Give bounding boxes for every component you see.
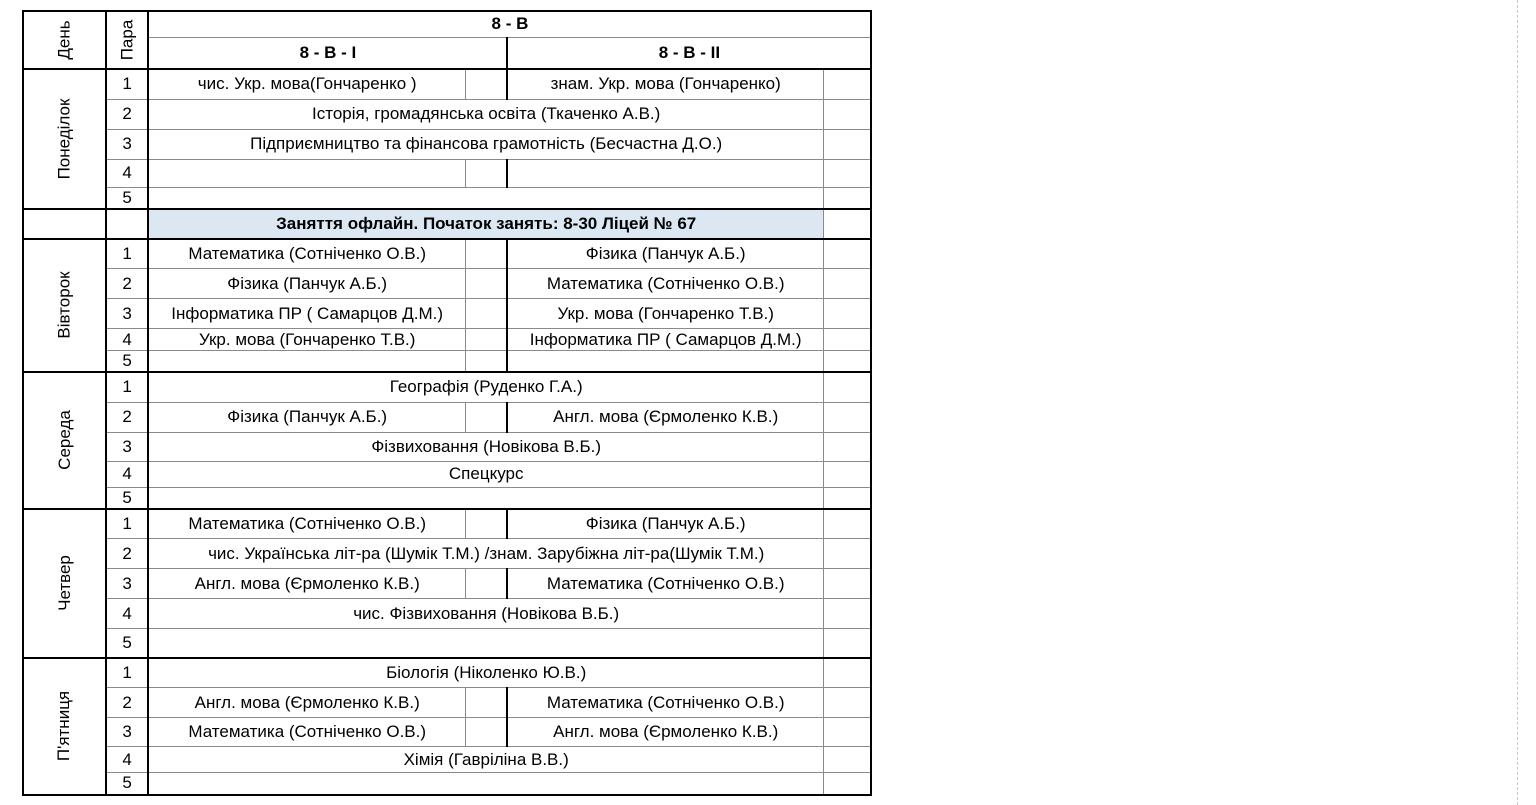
room-cell[interactable] [823, 688, 871, 718]
room-cell[interactable] [465, 159, 507, 187]
lesson-cell[interactable] [148, 487, 823, 509]
room-cell[interactable] [465, 239, 507, 269]
lesson-cell[interactable]: Математика (Сотніченко О.В.) [148, 718, 465, 747]
lesson-cell[interactable]: Історія, громадянська освіта (Ткаченко А.В.) [148, 99, 823, 129]
pair-number: 2 [106, 688, 149, 718]
lesson-cell[interactable]: Фізика (Панчук А.Б.) [507, 509, 823, 539]
pair-number: 4 [106, 329, 149, 351]
room-cell[interactable] [465, 569, 507, 599]
lesson-cell[interactable]: Математика (Сотніченко О.В.) [507, 569, 823, 599]
pair-number: 4 [106, 159, 149, 187]
room-cell[interactable] [465, 402, 507, 432]
lesson-cell[interactable]: Інформатика ПР ( Самарцов Д.М.) [507, 329, 823, 351]
room-cell[interactable] [823, 658, 871, 688]
lesson-cell[interactable] [148, 629, 823, 658]
room-cell[interactable] [823, 99, 871, 129]
group2-header: 8 - В - II [507, 37, 871, 69]
lesson-cell[interactable]: знам. Укр. мова (Гончаренко) [507, 69, 823, 99]
pair-number: 5 [106, 351, 149, 373]
pair-number: 3 [106, 432, 149, 461]
room-cell[interactable] [465, 299, 507, 329]
room-cell[interactable] [823, 329, 871, 351]
room-cell[interactable] [823, 569, 871, 599]
pair-number: 3 [106, 299, 149, 329]
room-cell[interactable] [465, 269, 507, 299]
lesson-cell[interactable] [507, 351, 823, 373]
lesson-cell[interactable]: Фізвиховання (Новікова В.Б.) [148, 432, 823, 461]
room-cell[interactable] [465, 688, 507, 718]
lesson-cell[interactable]: Хімія (Гаврілiна В.В.) [148, 747, 823, 773]
room-cell[interactable] [465, 69, 507, 99]
room-cell[interactable] [823, 299, 871, 329]
room-cell[interactable] [823, 599, 871, 629]
page-break-line [1517, 0, 1518, 805]
lesson-cell[interactable]: Географія (Руденко Г.А.) [148, 372, 823, 402]
room-cell[interactable] [465, 351, 507, 373]
lesson-cell[interactable]: чис. Фізвиховання (Новікова В.Б.) [148, 599, 823, 629]
banner-day-cell [23, 209, 106, 239]
lesson-cell[interactable] [507, 159, 823, 187]
pair-number: 5 [106, 187, 149, 209]
lesson-cell[interactable]: Англ. мова (Єрмоленко К.В.) [148, 569, 465, 599]
lesson-cell[interactable] [148, 773, 823, 795]
room-cell[interactable] [823, 372, 871, 402]
group1-header: 8 - В - I [148, 37, 507, 69]
timetable [22, 10, 872, 796]
room-cell[interactable] [823, 539, 871, 569]
room-cell[interactable] [465, 718, 507, 747]
lesson-cell[interactable]: Математика (Сотніченко О.В.) [507, 269, 823, 299]
room-cell[interactable] [823, 269, 871, 299]
room-cell[interactable] [823, 69, 871, 99]
lesson-cell[interactable]: Спецкурс [148, 461, 823, 487]
room-cell[interactable] [823, 129, 871, 159]
room-cell[interactable] [823, 773, 871, 795]
info-banner: Заняття офлайн. Початок занять: 8-30 Ліцей № 67 [148, 209, 823, 239]
day-thursday: Четвер [23, 509, 106, 658]
room-cell[interactable] [823, 629, 871, 658]
lesson-cell[interactable]: Фізика (Панчук А.Б.) [148, 402, 465, 432]
lesson-cell[interactable]: Англ. мова (Єрмоленко К.В.) [148, 688, 465, 718]
room-cell[interactable] [465, 509, 507, 539]
lesson-cell[interactable] [148, 187, 823, 209]
lesson-cell[interactable]: Математика (Сотніченко О.В.) [148, 509, 465, 539]
day-header: День [23, 11, 106, 69]
lesson-cell[interactable]: Підприємництво та фінансова грамотність (Бесчастна Д.О.) [148, 129, 823, 159]
lesson-cell[interactable]: Англ. мова (Єрмоленко К.В.) [507, 718, 823, 747]
lesson-cell[interactable]: чис. Укр. мова(Гончаренко ) [148, 69, 465, 99]
pair-number: 2 [106, 402, 149, 432]
lesson-cell[interactable]: Інформатика ПР ( Самарцов Д.М.) [148, 299, 465, 329]
pair-number: 3 [106, 129, 149, 159]
lesson-cell[interactable]: Біологія (Ніколенко Ю.В.) [148, 658, 823, 688]
lesson-cell[interactable]: Математика (Сотніченко О.В.) [148, 239, 465, 269]
lesson-cell[interactable]: Фізика (Панчук А.Б.) [148, 269, 465, 299]
room-cell[interactable] [823, 487, 871, 509]
lesson-cell[interactable]: Укр. мова (Гончаренко Т.В.) [507, 299, 823, 329]
class-header: 8 - В [148, 11, 871, 37]
pair-number: 5 [106, 773, 149, 795]
pair-number: 1 [106, 658, 149, 688]
lesson-cell[interactable]: чис. Українська літ-ра (Шумік Т.М.) /знам. Зарубіжна літ-ра(Шумік Т.М.) [148, 539, 823, 569]
pair-number: 4 [106, 599, 149, 629]
pair-number: 1 [106, 69, 149, 99]
banner-room-cell [823, 209, 871, 239]
room-cell[interactable] [823, 461, 871, 487]
room-cell[interactable] [823, 187, 871, 209]
room-cell[interactable] [823, 509, 871, 539]
lesson-cell[interactable] [148, 351, 465, 373]
room-cell[interactable] [823, 718, 871, 747]
room-cell[interactable] [823, 432, 871, 461]
day-friday: П'ятниця [23, 658, 106, 795]
day-wednesday: Середа [23, 372, 106, 509]
day-tuesday: Вівторок [23, 239, 106, 373]
room-cell[interactable] [465, 329, 507, 351]
pair-number: 5 [106, 629, 149, 658]
pair-header: Пара [106, 11, 149, 69]
pair-number: 2 [106, 99, 149, 129]
lesson-cell[interactable]: Математика (Сотніченко О.В.) [507, 688, 823, 718]
room-cell[interactable] [823, 351, 871, 373]
pair-number: 1 [106, 509, 149, 539]
lesson-cell[interactable] [148, 159, 465, 187]
pair-number: 2 [106, 539, 149, 569]
pair-number: 3 [106, 718, 149, 747]
lesson-cell[interactable]: Англ. мова (Єрмоленко К.В.) [507, 402, 823, 432]
pair-number: 4 [106, 747, 149, 773]
lesson-cell[interactable]: Укр. мова (Гончаренко Т.В.) [148, 329, 465, 351]
banner-pair-cell [106, 209, 149, 239]
lesson-cell[interactable]: Фізика (Панчук А.Б.) [507, 239, 823, 269]
pair-number: 3 [106, 569, 149, 599]
room-cell[interactable] [823, 239, 871, 269]
pair-number: 1 [106, 372, 149, 402]
room-cell[interactable] [823, 159, 871, 187]
room-cell[interactable] [823, 402, 871, 432]
day-monday: Понеділок [23, 69, 106, 209]
pair-number: 4 [106, 461, 149, 487]
pair-number: 2 [106, 269, 149, 299]
pair-number: 1 [106, 239, 149, 269]
room-cell[interactable] [823, 747, 871, 773]
pair-number: 5 [106, 487, 149, 509]
